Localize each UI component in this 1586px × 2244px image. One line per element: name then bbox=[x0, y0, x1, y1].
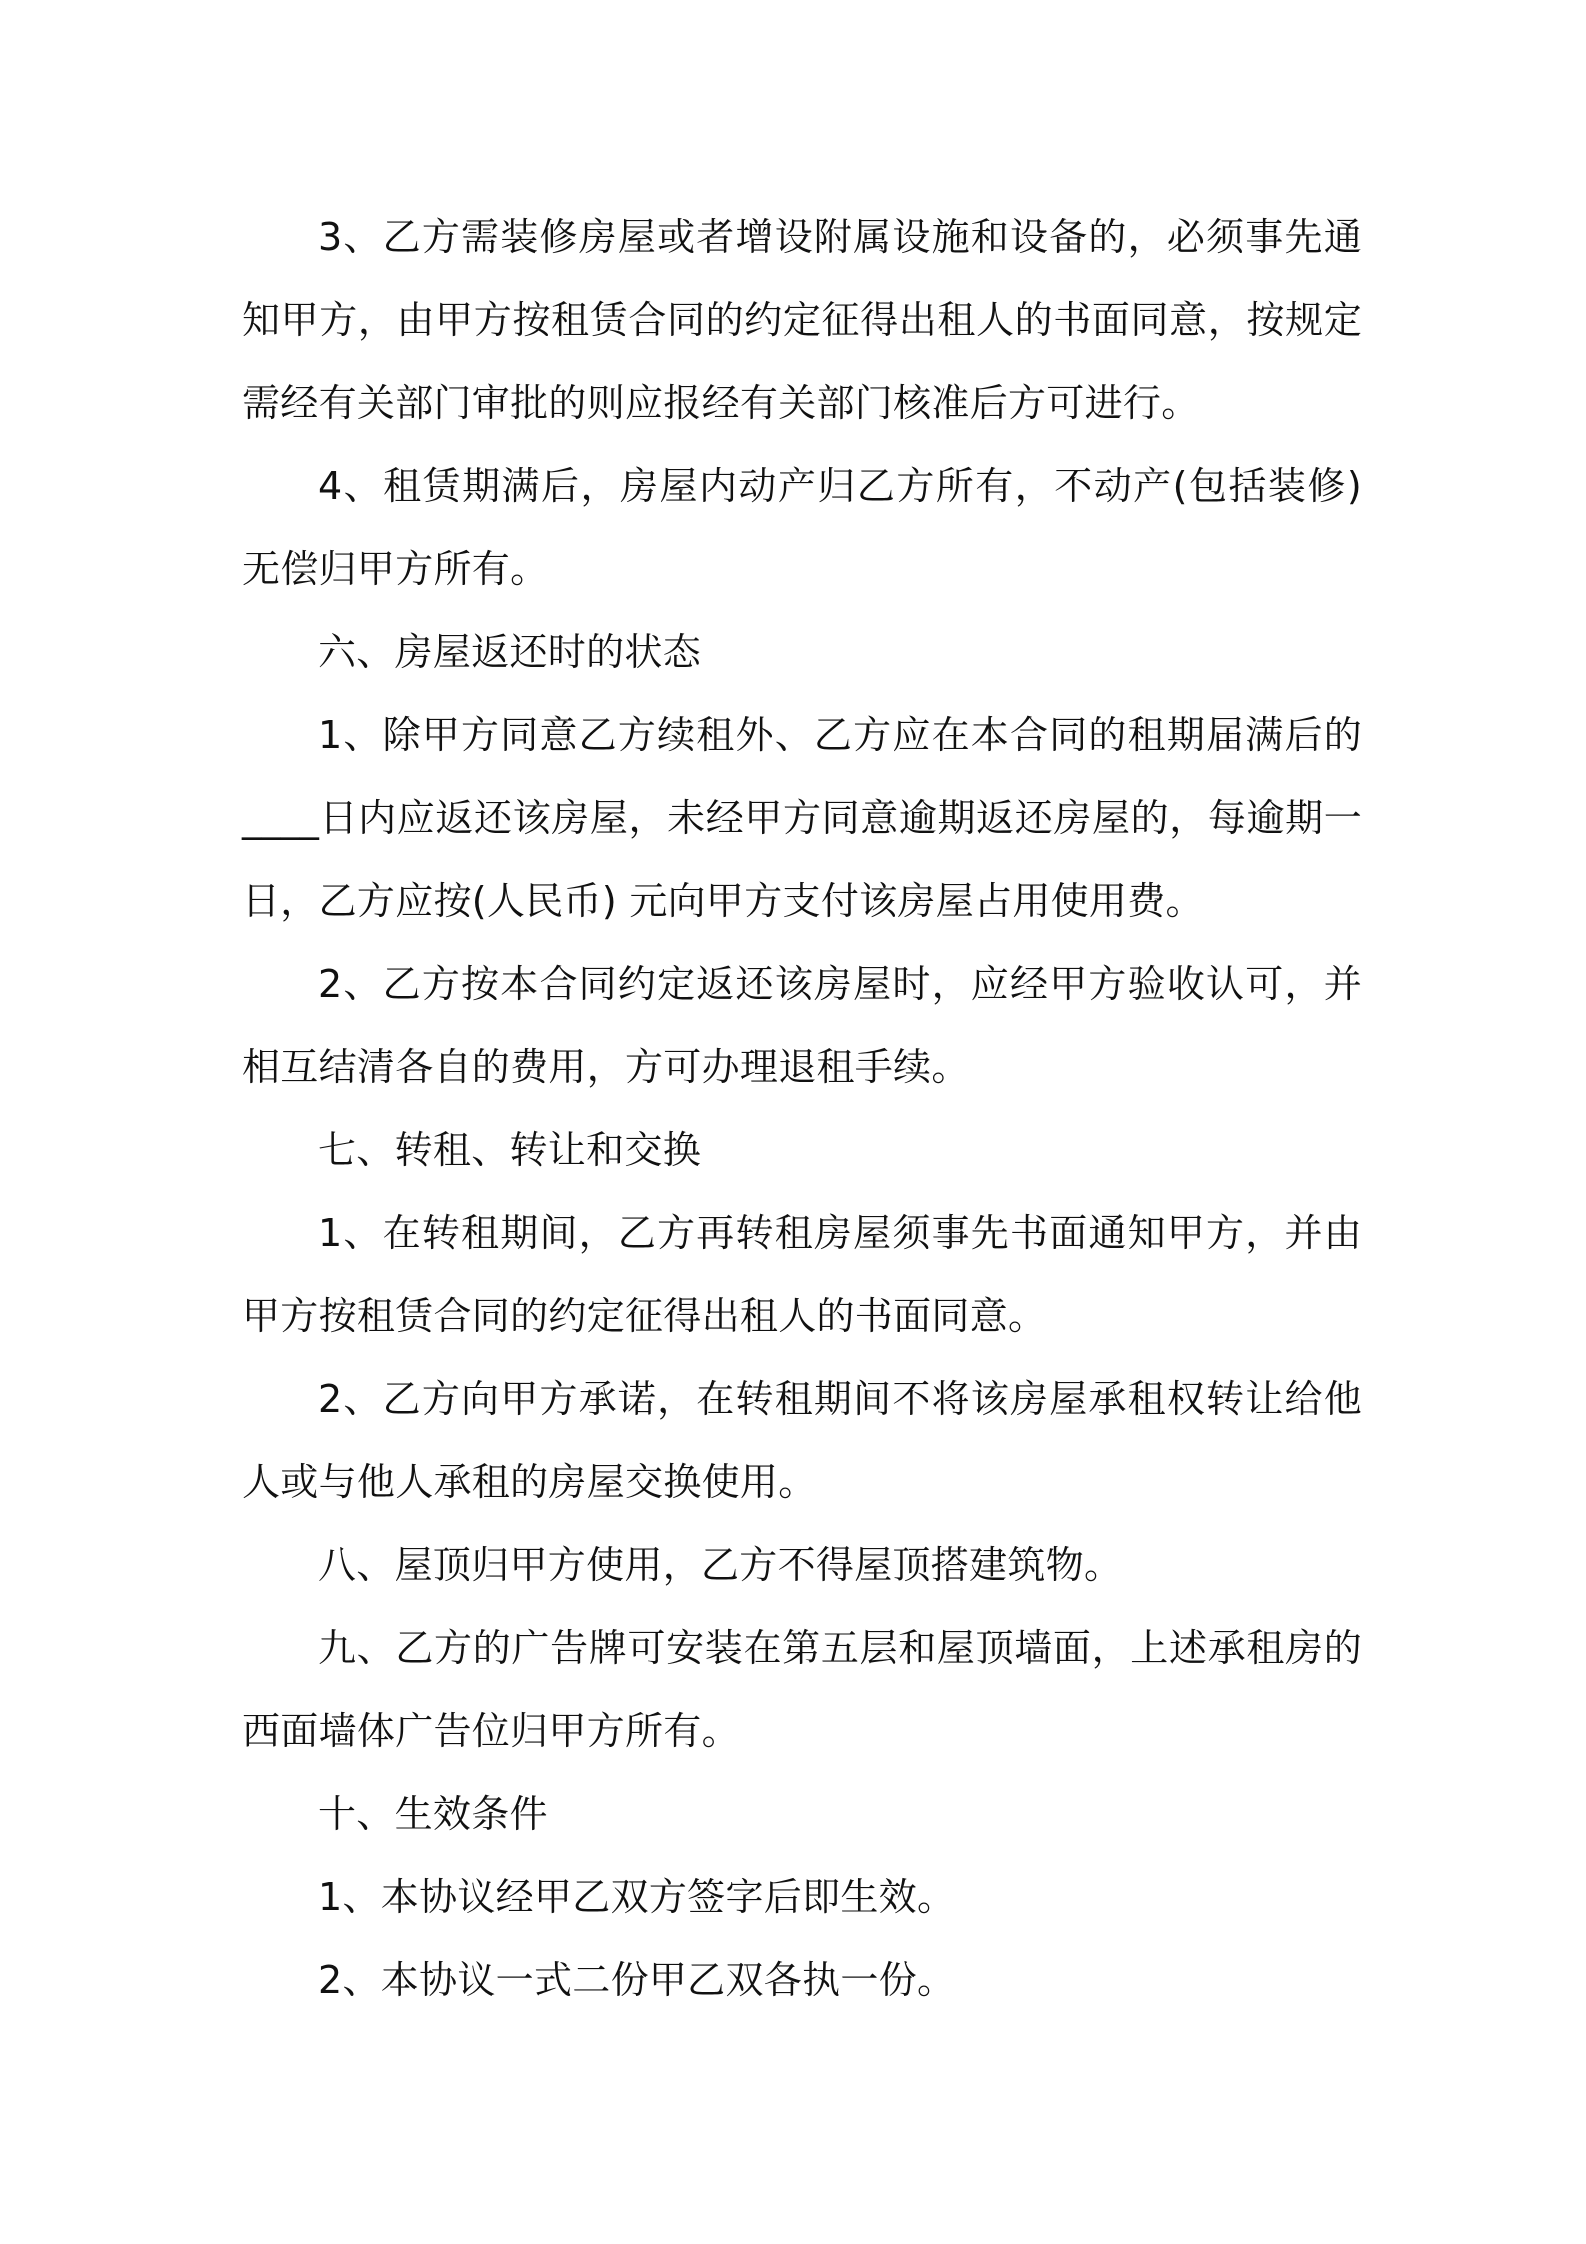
document-body bbox=[242, 196, 1362, 2022]
paragraph-copies: 2、本协议一式二份甲乙双各执一份。 bbox=[318, 1958, 956, 2002]
section-heading-return-state: 六、房屋返还时的状态 bbox=[318, 630, 702, 674]
paragraph-renovation: 3、乙方需装修房屋或者增设附属设施和设备的，必须事先通知甲方，由甲方按租赁合同的约定征得出租人的书面同意，按规定需经有关部门审批的则应报经有关部门核准后方可进行。 bbox=[242, 215, 1362, 425]
section-heading-roof: 八、屋顶归甲方使用，乙方不得屋顶搭建筑物。 bbox=[318, 1543, 1123, 1587]
paragraph-return-inspection: 2、乙方按本合同约定返还该房屋时，应经甲方验收认可，并相互结清各自的费用，方可办理退租手续。 bbox=[242, 962, 1362, 1089]
section-heading-effective: 十、生效条件 bbox=[318, 1792, 548, 1836]
paragraph-property-ownership: 4、租赁期满后，房屋内动产归乙方所有，不动产(包括装修)无偿归甲方所有。 bbox=[242, 464, 1362, 591]
paragraph-sublease-notice: 1、在转租期间，乙方再转租房屋须事先书面通知甲方，并由甲方按租赁合同的约定征得出租人的书面同意。 bbox=[242, 1211, 1362, 1338]
section-heading-sublease: 七、转租、转让和交换 bbox=[318, 1128, 702, 1172]
paragraph-return-deadline: 1、除甲方同意乙方续租外、乙方应在本合同的租期届满后的____日内应返还该房屋，未经甲方同意逾期返还房屋的，每逾期一日，乙方应按(人民币) 元向甲方支付该房屋占用使用费。 bbox=[242, 713, 1362, 923]
paragraph-sublease-promise: 2、乙方向甲方承诺，在转租期间不将该房屋承租权转让给他人或与他人承租的房屋交换使用。 bbox=[242, 1377, 1362, 1504]
section-heading-billboard: 九、乙方的广告牌可安装在第五层和屋顶墙面，上述承租房的西面墙体广告位归甲方所有。 bbox=[242, 1626, 1362, 1753]
paragraph-effective-signing: 1、本协议经甲乙双方签字后即生效。 bbox=[318, 1875, 956, 1919]
